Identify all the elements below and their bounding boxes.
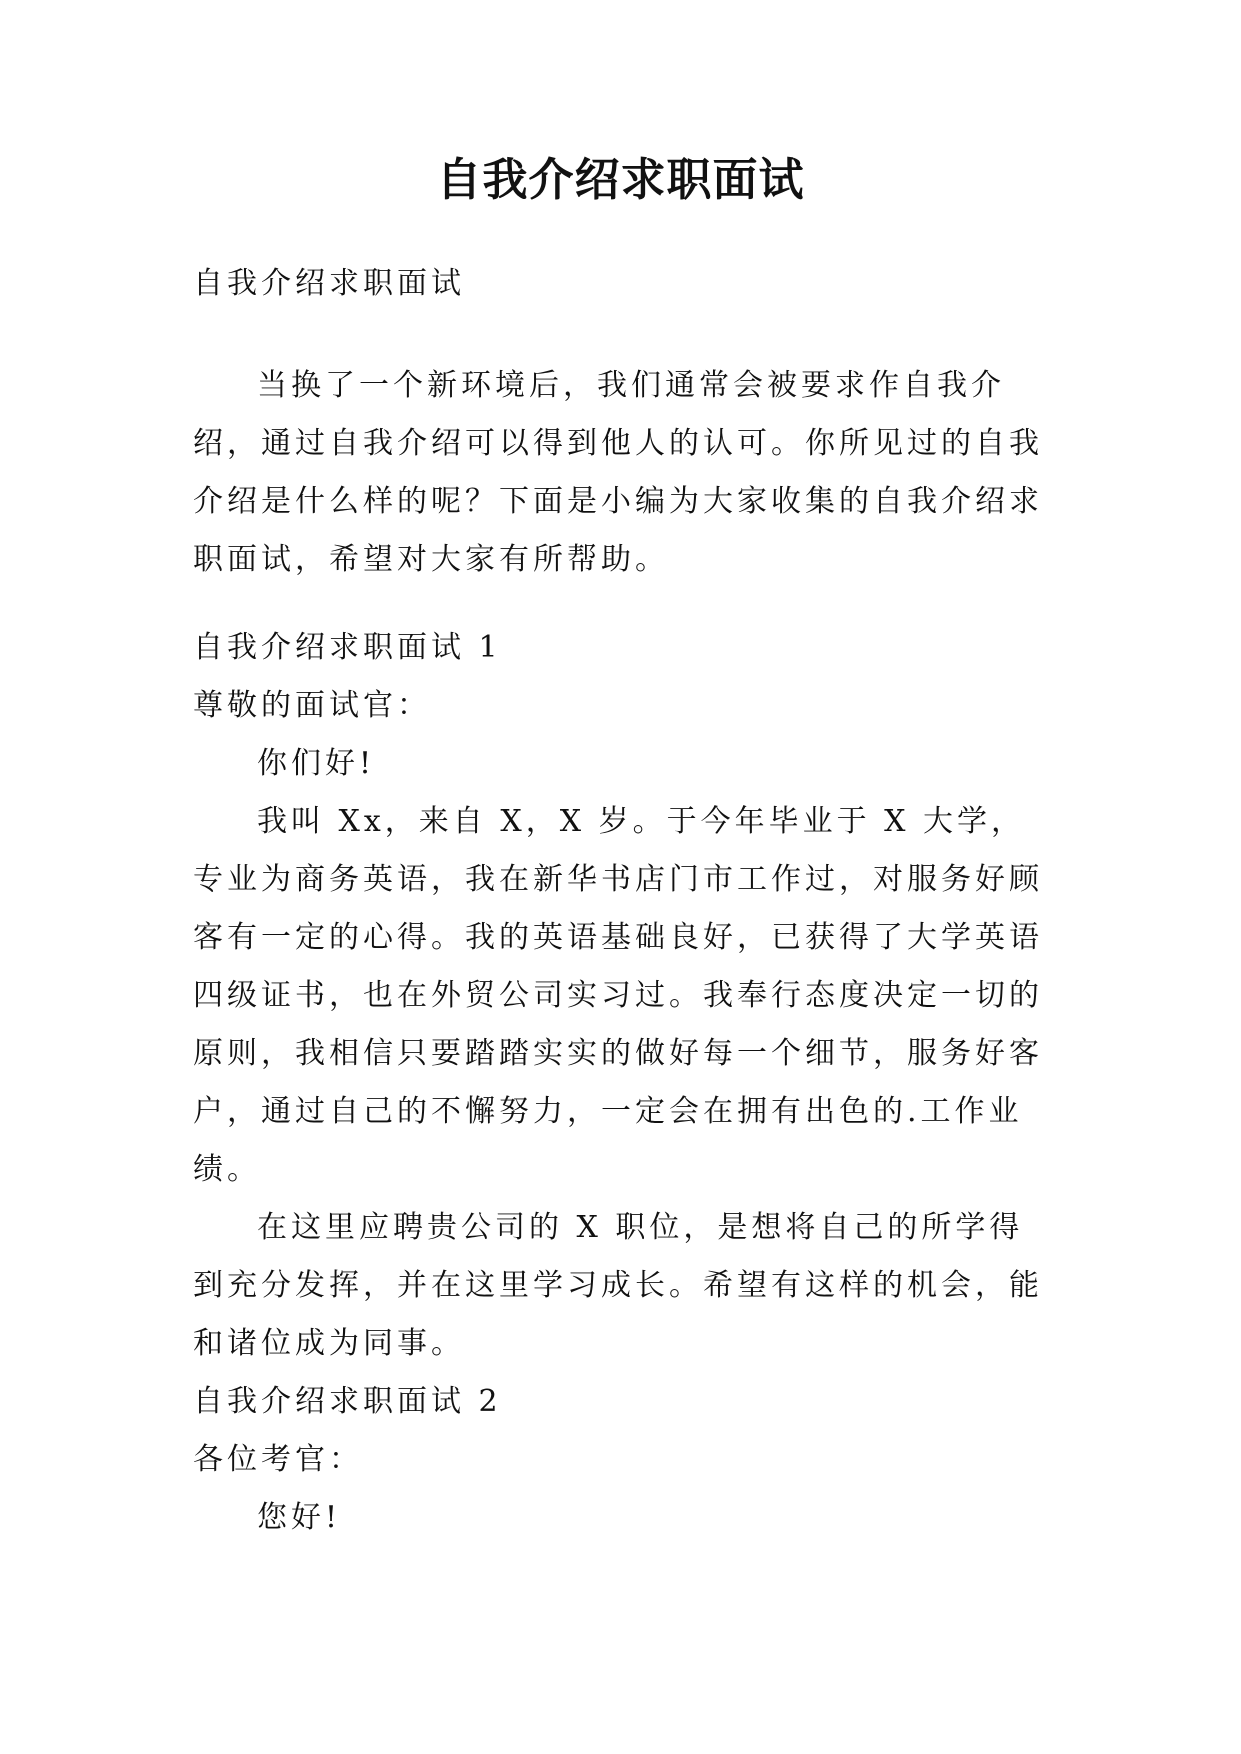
section-1-salutation: 尊敬的面试官： [193, 688, 431, 723]
intro-paragraph: 当换了一个新环境后，我们通常会被要求作自我介绍，通过自我介绍可以得到他人的认可。你所见过的自我介绍是什么样的呢？下面是小编为大家收集的自我介绍求职面试，希望对大家有所帮助。 [193, 368, 1043, 577]
section-1-paragraph-2: 在这里应聘贵公司的 X 职位，是想将自己的所学得到充分发挥，并在这里学习成长。希望有这样的机会，能和诸位成为同事。 [193, 1210, 1043, 1361]
subtitle-block [193, 255, 1053, 313]
section-1-greeting: 你们好! [257, 746, 376, 781]
section-1 [193, 619, 1053, 1547]
section-2-salutation: 各位考官： [193, 1442, 363, 1477]
document-title: 自我介绍求职面试 [436, 153, 805, 206]
section-2-greeting: 您好! [257, 1500, 342, 1535]
intro-block [193, 357, 1053, 589]
section-1-heading: 自我介绍求职面试 1 [193, 630, 502, 665]
section-2-heading: 自我介绍求职面试 2 [193, 1384, 502, 1419]
document-subtitle: 自我介绍求职面试 [193, 266, 465, 301]
section-1-paragraph-1: 我叫 Xx，来自 X，X 岁。于今年毕业于 X 大学，专业为商务英语，我在新华书店门市工作过，对服务好顾客有一定的心得。我的英语基础良好，已获得了大学英语四级证书，也在外贸公司实习过。我奉行态度决定一切的原则，我相信只要踏踏实实的做好每一个细节，服务好客户，通过自己的不懈努力，一定会在拥有出色的.工作业绩。 [193, 804, 1043, 1187]
